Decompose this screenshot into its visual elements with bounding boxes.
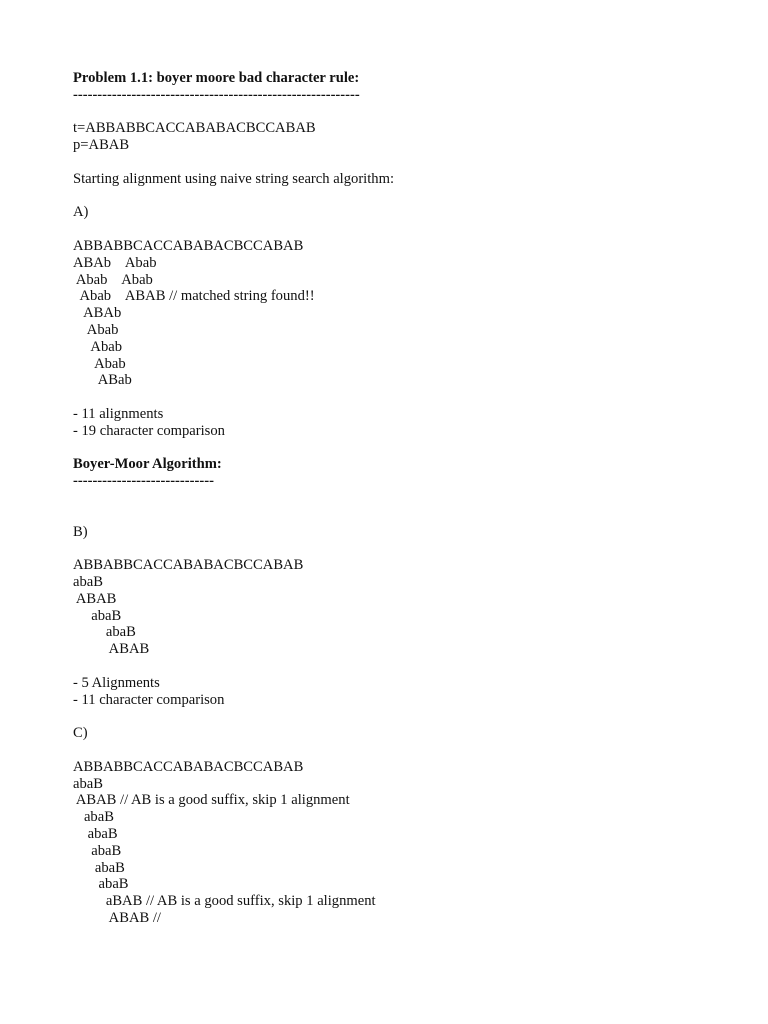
- doc-line: abaB: [73, 842, 122, 859]
- doc-line: abaB: [73, 809, 114, 826]
- doc-line: C): [73, 725, 88, 742]
- doc-line: Problem 1.1: boyer moore bad character rule:: [73, 70, 360, 86]
- doc-line: t=ABBABBCACCABABACBCCABAB: [73, 120, 316, 137]
- doc-line: abaB: [73, 876, 129, 893]
- doc-line: Starting alignment using naive string search algorithm:: [73, 170, 394, 187]
- doc-line: Abab: [73, 355, 126, 372]
- doc-line: abaB: [73, 624, 136, 641]
- doc-line: abaB: [73, 859, 125, 876]
- doc-line: - 11 character comparison: [73, 691, 225, 708]
- doc-line: B): [73, 523, 88, 540]
- doc-line: Abab Abab: [73, 271, 153, 288]
- doc-line: -----------------------------: [73, 473, 214, 490]
- doc-line: abaB: [73, 826, 118, 842]
- doc-line: ABAB: [73, 641, 150, 658]
- doc-line: ABAB: [73, 590, 117, 607]
- doc-line: abaB: [73, 775, 103, 792]
- doc-line: ABAB //: [73, 910, 161, 926]
- doc-line: abaB: [73, 574, 103, 590]
- doc-line: ABab: [73, 372, 132, 389]
- doc-line: aBAB // AB is a good suffix, skip 1 alignment: [73, 893, 376, 910]
- doc-line: ABAb: [73, 305, 122, 322]
- doc-line: ABAB // AB is a good suffix, skip 1 alignment: [73, 792, 350, 809]
- doc-line: Abab: [73, 322, 119, 338]
- doc-line: - 19 character comparison: [73, 422, 225, 439]
- doc-line: Boyer-Moor Algorithm:: [73, 456, 222, 473]
- doc-line: ABBABBCACCABABACBCCABAB: [73, 238, 304, 254]
- doc-line: ABBABBCACCABABACBCCABAB: [73, 758, 304, 775]
- doc-line: abaB: [73, 607, 122, 624]
- doc-line: -----------------------------------------------------------: [73, 86, 360, 103]
- doc-line: - 5 Alignments: [73, 674, 160, 691]
- doc-line: p=ABAB: [73, 137, 130, 154]
- doc-line: A): [73, 204, 89, 221]
- doc-line: - 11 alignments: [73, 406, 164, 422]
- doc-line: ABAb Abab: [73, 254, 157, 271]
- doc-line: Abab ABAB // matched string found!!: [73, 288, 315, 305]
- doc-line: ABBABBCACCABABACBCCABAB: [73, 557, 304, 574]
- doc-line: Abab: [73, 338, 123, 355]
